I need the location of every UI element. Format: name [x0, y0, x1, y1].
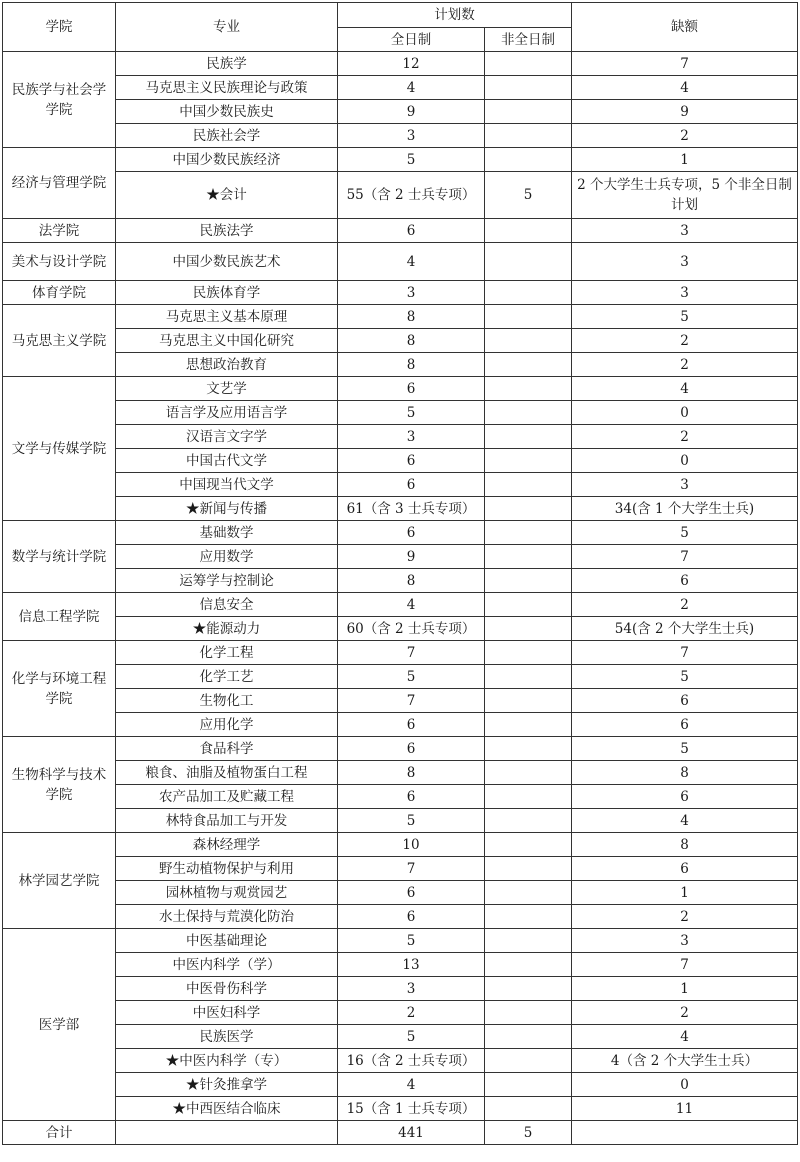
vacancy-cell: 54(含 2 个大学生士兵): [572, 617, 798, 641]
vacancy-cell: 8: [572, 761, 798, 785]
fulltime-cell: 3: [338, 281, 485, 305]
major-cell: ★中医内科学（专）: [116, 1049, 338, 1073]
major-cell: 中国现当代文学: [116, 473, 338, 497]
total-row: [3, 1121, 798, 1145]
parttime-cell: [485, 521, 572, 545]
fulltime-cell: 6: [338, 737, 485, 761]
vacancy-cell: 0: [572, 1073, 798, 1097]
parttime-cell: [485, 1049, 572, 1073]
major-cell: ★会计: [116, 172, 338, 219]
major-cell: 应用数学: [116, 545, 338, 569]
header-row-1: [3, 3, 798, 28]
parttime-cell: [485, 809, 572, 833]
fulltime-cell: 6: [338, 521, 485, 545]
fulltime-cell: 5: [338, 1025, 485, 1049]
parttime-cell: [485, 713, 572, 737]
major-cell: 信息安全: [116, 593, 338, 617]
major-cell: ★能源动力: [116, 617, 338, 641]
vacancy-cell: 2: [572, 124, 798, 148]
parttime-cell: [485, 449, 572, 473]
vacancy-cell: 9: [572, 100, 798, 124]
college-cell: 化学与环境工程学院: [3, 641, 116, 737]
vacancy-cell: 0: [572, 401, 798, 425]
table-row: [3, 243, 798, 281]
fulltime-cell: 61（含 3 士兵专项）: [338, 497, 485, 521]
header-college: 学院: [3, 3, 116, 52]
college-cell: 体育学院: [3, 281, 116, 305]
fulltime-cell: 16（含 2 士兵专项）: [338, 1049, 485, 1073]
vacancy-cell: 3: [572, 929, 798, 953]
parttime-cell: [485, 148, 572, 172]
table-row: [3, 172, 798, 219]
major-cell: 马克思主义基本原理: [116, 305, 338, 329]
major-cell: 民族医学: [116, 1025, 338, 1049]
parttime-cell: [485, 473, 572, 497]
fulltime-cell: 6: [338, 905, 485, 929]
table-row: [3, 881, 798, 905]
parttime-cell: [485, 737, 572, 761]
fulltime-cell: 5: [338, 148, 485, 172]
table-row: [3, 1025, 798, 1049]
table-row: [3, 353, 798, 377]
major-cell: 民族法学: [116, 219, 338, 243]
college-cell: 数学与统计学院: [3, 521, 116, 593]
parttime-cell: [485, 377, 572, 401]
table-row: [3, 100, 798, 124]
college-cell: 生物科学与技术学院: [3, 737, 116, 833]
parttime-cell: [485, 617, 572, 641]
parttime-cell: [485, 593, 572, 617]
vacancy-cell: 7: [572, 52, 798, 76]
fulltime-cell: 6: [338, 449, 485, 473]
fulltime-cell: 3: [338, 124, 485, 148]
vacancy-cell: 6: [572, 569, 798, 593]
parttime-cell: [485, 1073, 572, 1097]
major-cell: 化学工程: [116, 641, 338, 665]
table-row: [3, 905, 798, 929]
fulltime-cell: 5: [338, 929, 485, 953]
major-cell: 马克思主义中国化研究: [116, 329, 338, 353]
vacancy-cell: 3: [572, 219, 798, 243]
parttime-cell: [485, 52, 572, 76]
table-row: [3, 377, 798, 401]
parttime-cell: [485, 1025, 572, 1049]
parttime-cell: [485, 953, 572, 977]
vacancy-cell: 34(含 1 个大学生士兵): [572, 497, 798, 521]
major-cell: 应用化学: [116, 713, 338, 737]
fulltime-cell: 8: [338, 329, 485, 353]
vacancy-cell: 5: [572, 305, 798, 329]
major-cell: 粮食、油脂及植物蛋白工程: [116, 761, 338, 785]
vacancy-cell: 4: [572, 76, 798, 100]
parttime-cell: [485, 785, 572, 809]
table-row: [3, 785, 798, 809]
fulltime-cell: 6: [338, 473, 485, 497]
vacancy-cell: 2: [572, 593, 798, 617]
fulltime-cell: 60（含 2 士兵专项）: [338, 617, 485, 641]
major-cell: 园林植物与观赏园艺: [116, 881, 338, 905]
parttime-cell: [485, 929, 572, 953]
vacancy-cell: 5: [572, 665, 798, 689]
vacancy-cell: 6: [572, 689, 798, 713]
major-cell: 思想政治教育: [116, 353, 338, 377]
major-cell: 林特食品加工与开发: [116, 809, 338, 833]
major-cell: 中国古代文学: [116, 449, 338, 473]
major-cell: 基础数学: [116, 521, 338, 545]
major-cell: 食品科学: [116, 737, 338, 761]
parttime-cell: [485, 761, 572, 785]
parttime-cell: [485, 689, 572, 713]
parttime-cell: 5: [485, 172, 572, 219]
parttime-cell: [485, 401, 572, 425]
parttime-cell: [485, 305, 572, 329]
parttime-cell: [485, 569, 572, 593]
table-row: [3, 593, 798, 617]
vacancy-cell: 4: [572, 1025, 798, 1049]
vacancy-cell: 7: [572, 545, 798, 569]
table-row: [3, 473, 798, 497]
major-cell: 民族社会学: [116, 124, 338, 148]
vacancy-cell: 5: [572, 737, 798, 761]
vacancy-cell: 11: [572, 1097, 798, 1121]
header-parttime: 非全日制: [485, 28, 572, 52]
fulltime-cell: 9: [338, 545, 485, 569]
table-row: [3, 521, 798, 545]
fulltime-cell: 55（含 2 士兵专项）: [338, 172, 485, 219]
college-cell: 医学部: [3, 929, 116, 1121]
parttime-cell: [485, 833, 572, 857]
parttime-cell: [485, 425, 572, 449]
table-row: [3, 641, 798, 665]
enrollment-table-container: [2, 2, 798, 1145]
vacancy-cell: 8: [572, 833, 798, 857]
major-cell: 中医基础理论: [116, 929, 338, 953]
header-plan: 计划数: [338, 3, 572, 28]
fulltime-cell: 6: [338, 785, 485, 809]
major-cell: 民族体育学: [116, 281, 338, 305]
total-fulltime: 441: [338, 1121, 485, 1145]
vacancy-cell: 4（含 2 个大学生士兵）: [572, 1049, 798, 1073]
table-row: [3, 929, 798, 953]
table-row: [3, 219, 798, 243]
major-cell: ★中西医结合临床: [116, 1097, 338, 1121]
major-cell: 水土保持与荒漠化防治: [116, 905, 338, 929]
vacancy-cell: 6: [572, 857, 798, 881]
major-cell: 野生动植物保护与利用: [116, 857, 338, 881]
header-major: 专业: [116, 3, 338, 52]
college-cell: 文学与传媒学院: [3, 377, 116, 521]
vacancy-cell: 3: [572, 473, 798, 497]
vacancy-cell: 2: [572, 425, 798, 449]
fulltime-cell: 9: [338, 100, 485, 124]
vacancy-cell: 1: [572, 148, 798, 172]
table-row: [3, 425, 798, 449]
parttime-cell: [485, 857, 572, 881]
table-body: [3, 52, 798, 1121]
fulltime-cell: 10: [338, 833, 485, 857]
vacancy-cell: 6: [572, 713, 798, 737]
vacancy-cell: 5: [572, 521, 798, 545]
fulltime-cell: 4: [338, 1073, 485, 1097]
fulltime-cell: 8: [338, 761, 485, 785]
vacancy-cell: 4: [572, 809, 798, 833]
vacancy-cell: 3: [572, 243, 798, 281]
table-row: [3, 76, 798, 100]
total-label: 合计: [3, 1121, 116, 1145]
fulltime-cell: 3: [338, 425, 485, 449]
parttime-cell: [485, 124, 572, 148]
fulltime-cell: 5: [338, 665, 485, 689]
table-row: [3, 833, 798, 857]
vacancy-cell: 7: [572, 641, 798, 665]
parttime-cell: [485, 281, 572, 305]
fulltime-cell: 13: [338, 953, 485, 977]
vacancy-cell: 0: [572, 449, 798, 473]
major-cell: 农产品加工及贮藏工程: [116, 785, 338, 809]
parttime-cell: [485, 977, 572, 1001]
table-row: [3, 569, 798, 593]
fulltime-cell: 12: [338, 52, 485, 76]
college-cell: 美术与设计学院: [3, 243, 116, 281]
major-cell: 中国少数民族经济: [116, 148, 338, 172]
vacancy-cell: 2: [572, 329, 798, 353]
table-row: [3, 1001, 798, 1025]
major-cell: 化学工艺: [116, 665, 338, 689]
major-cell: 中国少数民族史: [116, 100, 338, 124]
vacancy-cell: 3: [572, 281, 798, 305]
table-row: [3, 281, 798, 305]
major-cell: 森林经理学: [116, 833, 338, 857]
parttime-cell: [485, 100, 572, 124]
parttime-cell: [485, 1001, 572, 1025]
vacancy-cell: 1: [572, 881, 798, 905]
table-row: [3, 977, 798, 1001]
major-cell: 中医骨伤科学: [116, 977, 338, 1001]
table-row: [3, 545, 798, 569]
parttime-cell: [485, 905, 572, 929]
header-fulltime: 全日制: [338, 28, 485, 52]
parttime-cell: [485, 1097, 572, 1121]
major-cell: 汉语言文字学: [116, 425, 338, 449]
parttime-cell: [485, 545, 572, 569]
parttime-cell: [485, 329, 572, 353]
fulltime-cell: 7: [338, 689, 485, 713]
table-row: [3, 305, 798, 329]
major-cell: 语言学及应用语言学: [116, 401, 338, 425]
table-row: [3, 329, 798, 353]
table-row: [3, 857, 798, 881]
college-cell: 林学园艺学院: [3, 833, 116, 929]
college-cell: 马克思主义学院: [3, 305, 116, 377]
table-row: [3, 953, 798, 977]
parttime-cell: [485, 76, 572, 100]
vacancy-cell: 2 个大学生士兵专项，5 个非全日制计划: [572, 172, 798, 219]
parttime-cell: [485, 881, 572, 905]
table-row: [3, 665, 798, 689]
fulltime-cell: 15（含 1 士兵专项）: [338, 1097, 485, 1121]
parttime-cell: [485, 641, 572, 665]
fulltime-cell: 3: [338, 977, 485, 1001]
header-vacancy: 缺额: [572, 3, 798, 52]
major-cell: 生物化工: [116, 689, 338, 713]
fulltime-cell: 2: [338, 1001, 485, 1025]
major-cell: 中医妇科学: [116, 1001, 338, 1025]
enrollment-plan-table: [2, 2, 798, 1145]
major-cell: 马克思主义民族理论与政策: [116, 76, 338, 100]
fulltime-cell: 8: [338, 569, 485, 593]
vacancy-cell: 2: [572, 905, 798, 929]
fulltime-cell: 4: [338, 76, 485, 100]
vacancy-cell: 2: [572, 1001, 798, 1025]
table-row: [3, 497, 798, 521]
table-row: [3, 148, 798, 172]
fulltime-cell: 6: [338, 713, 485, 737]
fulltime-cell: 5: [338, 401, 485, 425]
table-row: [3, 1097, 798, 1121]
total-vacancy: [572, 1121, 798, 1145]
table-row: [3, 617, 798, 641]
college-cell: 民族学与社会学学院: [3, 52, 116, 148]
table-row: [3, 713, 798, 737]
parttime-cell: [485, 497, 572, 521]
table-row: [3, 737, 798, 761]
college-cell: 经济与管理学院: [3, 148, 116, 219]
fulltime-cell: 8: [338, 305, 485, 329]
college-cell: 法学院: [3, 219, 116, 243]
total-major-cell: [116, 1121, 338, 1145]
vacancy-cell: 1: [572, 977, 798, 1001]
vacancy-cell: 6: [572, 785, 798, 809]
major-cell: 民族学: [116, 52, 338, 76]
table-row: [3, 52, 798, 76]
major-cell: ★新闻与传播: [116, 497, 338, 521]
fulltime-cell: 6: [338, 219, 485, 243]
parttime-cell: [485, 665, 572, 689]
table-row: [3, 1049, 798, 1073]
table-row: [3, 449, 798, 473]
major-cell: ★针灸推拿学: [116, 1073, 338, 1097]
major-cell: 文艺学: [116, 377, 338, 401]
fulltime-cell: 4: [338, 243, 485, 281]
vacancy-cell: 7: [572, 953, 798, 977]
parttime-cell: [485, 353, 572, 377]
major-cell: 中国少数民族艺术: [116, 243, 338, 281]
major-cell: 中医内科学（学）: [116, 953, 338, 977]
table-row: [3, 689, 798, 713]
table-row: [3, 124, 798, 148]
table-row: [3, 1073, 798, 1097]
fulltime-cell: 7: [338, 641, 485, 665]
fulltime-cell: 8: [338, 353, 485, 377]
vacancy-cell: 2: [572, 353, 798, 377]
table-row: [3, 761, 798, 785]
parttime-cell: [485, 243, 572, 281]
college-cell: 信息工程学院: [3, 593, 116, 641]
fulltime-cell: 7: [338, 857, 485, 881]
table-row: [3, 401, 798, 425]
major-cell: 运筹学与控制论: [116, 569, 338, 593]
fulltime-cell: 5: [338, 809, 485, 833]
table-row: [3, 809, 798, 833]
vacancy-cell: 4: [572, 377, 798, 401]
fulltime-cell: 6: [338, 377, 485, 401]
total-parttime: 5: [485, 1121, 572, 1145]
fulltime-cell: 6: [338, 881, 485, 905]
fulltime-cell: 4: [338, 593, 485, 617]
parttime-cell: [485, 219, 572, 243]
